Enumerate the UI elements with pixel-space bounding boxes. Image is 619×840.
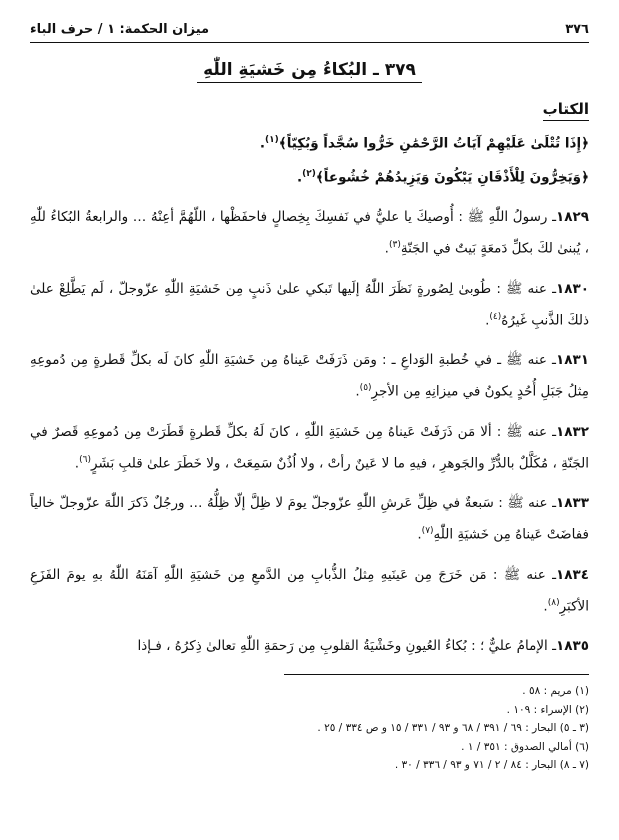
quran-verse: ﴿إِذَا تُتْلَىٰ عَلَيْهِمْ آيَاتُ الرَّحْمَٰنِ خَرُّوا سُجَّداً وَبُكِيّاً﴾$^{(١)}$. <box>259 135 589 152</box>
hadith-paragraph: ١٨٣١ـ عنه ﷺ ـ في خُطبةِ الوَداعِ ـ : ومَن ذَرَفَتْ عَيناهُ مِن خَشيَةِ اللّٰهِ كانَ لَه بكلِّ قَطرةٍ مِن دُموعِهِ مِثلُ جَبَلِ أُحُدٍ يكونُ في ميزانِهِ مِن الأجرِ$^{(٥)}$. <box>30 352 589 400</box>
footnote-mark: (٢) <box>302 168 316 179</box>
footnote: (٧ ـ ٨) البحار : ٨٤ / ٢ / ٧١ و ٩٣ / ٣٣٦ / ٣٠ . <box>394 759 589 771</box>
section-label-text: الكتاب <box>543 100 589 121</box>
verse-text: ﴿وَيَخِرُّونَ لِلْأَذْقَانِ يَبْكُونَ وَيَزِيدُهُمْ خُشُوعاً﴾ <box>315 169 589 185</box>
hadith-text: ـ عنه ﷺ : سَبعةٌ في ظِلِّ عَرشِ اللّٰهِ عزّوجلّ يومَ لا ظِلَّ إلّا ظِلُّهُ … ورجُلٌ ذَكرَ اللّٰهَ عزّوجلّ خالياً ففاضَتْ عَيناهُ مِن خَشيَةِ اللّٰهِ <box>30 495 589 543</box>
section-label <box>543 100 589 118</box>
hadith-paragraph: ١٨٣٤ـ عنه ﷺ : مَن خَرَجَ مِن عَينَيهِ مِثلُ الذُّبابِ مِن الدَّمعِ مِن خَشيَةِ اللّٰهِ آمَنَهُ اللّٰهُ بهِ يومَ الفَزَعِ الأكبَرِ$^{(٨)}$. <box>30 566 589 614</box>
running-title: ميزان الحكمة: ١ / حرف الباء <box>30 21 210 37</box>
page-number: ٣٧٦ <box>565 21 589 37</box>
footnote-divider <box>284 674 589 675</box>
hadith-number: ١٨٢٩ <box>556 209 589 225</box>
hadith-text: ـ عنه ﷺ ـ في خُطبةِ الوَداعِ ـ : ومَن ذَرَفَتْ عَيناهُ مِن خَشيَةِ اللّٰهِ كانَ لَه بكلِّ قَطرةٍ مِن دُموعِهِ مِثلُ جَبَلِ أُحُدٍ يكونُ في ميزانِهِ مِن الأجرِ <box>30 352 589 400</box>
hadith-number: ١٨٣٢ <box>556 423 589 440</box>
footnotes <box>30 682 589 775</box>
footnote-mark: (٥) <box>359 383 372 393</box>
chapter-title <box>30 60 589 83</box>
hadith-number: ١٨٣٠ <box>556 280 589 297</box>
hadith-paragraph: ١٨٣٢ـ عنه ﷺ : ألا مَن ذَرَفَتْ عَيناهُ مِن خَشيَةِ اللّٰهِ ، كانَ لَهُ بكلِّ قَطرةٍ قَطَرَتْ مِن دُموعِهِ قَصرٌ في الجَنّةِ ، مُكَلَّلٌ بالدُّرِّ والجَوهرِ ، فيهِ ما لا عَينٌ رأتْ ، ولا اُذُنٌ سَمِعَتْ ، ولا خَطَرَ علىٰ قلبِ بَشَرٍ$^{(٦)}$. <box>30 423 589 471</box>
footnote-mark: (٧) <box>421 526 434 536</box>
footnote: (٢) الإسراء : ١٠٩ . <box>506 703 589 716</box>
footnote: (١) مريم : ٥٨ . <box>522 685 589 697</box>
hadith-text: ـ عنه ﷺ : ألا مَن ذَرَفَتْ عَيناهُ مِن خَشيَةِ اللّٰهِ ، كانَ لَهُ بكلِّ قَطرةٍ قَطَرَتْ مِن دُموعِهِ قَصرٌ في الجَنّةِ ، مُكَلَّلٌ بالدُّرِّ والجَوهرِ ، فيهِ ما لا عَينٌ رأتْ ، ولا اُذُنٌ سَمِعَتْ ، ولا خَطَرَ علىٰ قلبِ بَشَرٍ <box>30 423 589 471</box>
hadith-text: ـ الإمامُ عليٌّ ؛ : بُكاءُ العُيونِ وخَشْيَةُ القلوبِ مِن رَحمَةِ اللّٰهِ تعالىٰ ذِكرُهُ ، فـإذا <box>137 638 557 654</box>
hadith-number: ١٨٣٤ <box>556 566 589 583</box>
hadith-paragraph: ١٨٢٩ـ رسولُ اللّٰهِ ﷺ : أُوصيكَ يا عليُّ في نَفسِكَ بِخِصالٍ فاحفَظْها ، اللّهُمَّ أعِنْهُ … والرابعةُ البُكاءُ للّٰهِ ، يُبنىٰ لكَ بكلِّ دَمعَةٍ بَيتٌ في الجَنّةِ$^{(٣)}$. <box>30 209 589 257</box>
hadith-paragraph <box>30 632 589 660</box>
hadith-text: ـ رسولُ اللّٰهِ ﷺ : أُوصيكَ يا عليُّ في نَفسِكَ بِخِصالٍ فاحفَظْها ، اللّهُمَّ أعِنْهُ … والرابعةُ البُكاءُ للّٰهِ ، يُبنىٰ لكَ بكلِّ دَمعَةٍ بَيتٌ في الجَنّةِ <box>30 209 589 257</box>
footnote-mark: (١) <box>265 135 279 145</box>
footnote: (٣ ـ ٥) البحار : ٦٩ / ٣٩١ / ٦٨ و ٩٣ / ٣٣١ / ١٥ و ص ٣٣٤ / ٢٥ . <box>317 722 589 734</box>
hadith-paragraph: ١٨٣٣ـ عنه ﷺ : سَبعةٌ في ظِلِّ عَرشِ اللّٰهِ عزّوجلّ يومَ لا ظِلَّ إلّا ظِلُّهُ … ورجُلٌ ذَكرَ اللّٰهَ عزّوجلّ خالياً ففاضَتْ عَيناهُ مِن خَشيَةِ اللّٰهِ$^{(٧)}$. <box>30 495 589 543</box>
page-body <box>30 126 589 660</box>
footnote-mark: (٤) <box>489 311 502 322</box>
hadith-text: ـ عنه ﷺ : مَن خَرَجَ مِن عَينَيهِ مِثلُ الذُّبابِ مِن الدَّمعِ مِن خَشيَةِ اللّٰهِ آمَنَهُ اللّٰهُ بهِ يومَ الفَزَعِ الأكبَرِ <box>30 566 589 614</box>
hadith-number: ١٨٣٥ <box>556 638 589 654</box>
hadith-number: ١٨٣١ <box>556 352 589 368</box>
quran-verse: ﴿وَيَخِرُّونَ لِلْأَذْقَانِ يَبْكُونَ وَيَزِيدُهُمْ خُشُوعاً﴾$^{(٢)}$. <box>296 168 589 185</box>
verse-text: ﴿إِذَا تُتْلَىٰ عَلَيْهِمْ آيَاتُ الرَّحْمَٰنِ خَرُّوا سُجَّداً وَبُكِيّاً﴾ <box>278 135 589 152</box>
hadith-paragraph: ١٨٣٠ـ عنه ﷺ : طُوبىٰ لِصُورةٍ نَظَرَ اللّٰهُ إلَيها تَبكي علىٰ ذَنبٍ مِن خَشيَةِ اللّٰهِ عزّوجلّ ، لَم يَطَّلِعْ علىٰ ذلكَ الذَّنبِ غَيرُهُ$^{(٤)}$. <box>30 280 589 328</box>
footnote-mark: (٨) <box>547 597 560 608</box>
hadith-number: ١٨٣٣ <box>556 495 589 511</box>
footnote: (٦) أمالي الصدوق : ٣٥١ / ١ . <box>461 740 589 753</box>
footnote-mark: (٦) <box>79 454 91 465</box>
footnote-mark: (٣) <box>388 240 401 250</box>
chapter-title-text: ٣٧٩ ـ البُكاءُ مِن خَشيَةِ اللّٰهِ <box>197 60 422 83</box>
header-divider <box>30 42 589 43</box>
hadith-text: ـ عنه ﷺ : طُوبىٰ لِصُورةٍ نَظَرَ اللّٰهُ إلَيها تَبكي علىٰ ذَنبٍ مِن خَشيَةِ اللّٰهِ عزّوجلّ ، لَم يَطَّلِعْ علىٰ ذلكَ الذَّنبِ غَيرُهُ <box>30 280 589 328</box>
page-header <box>30 18 589 40</box>
